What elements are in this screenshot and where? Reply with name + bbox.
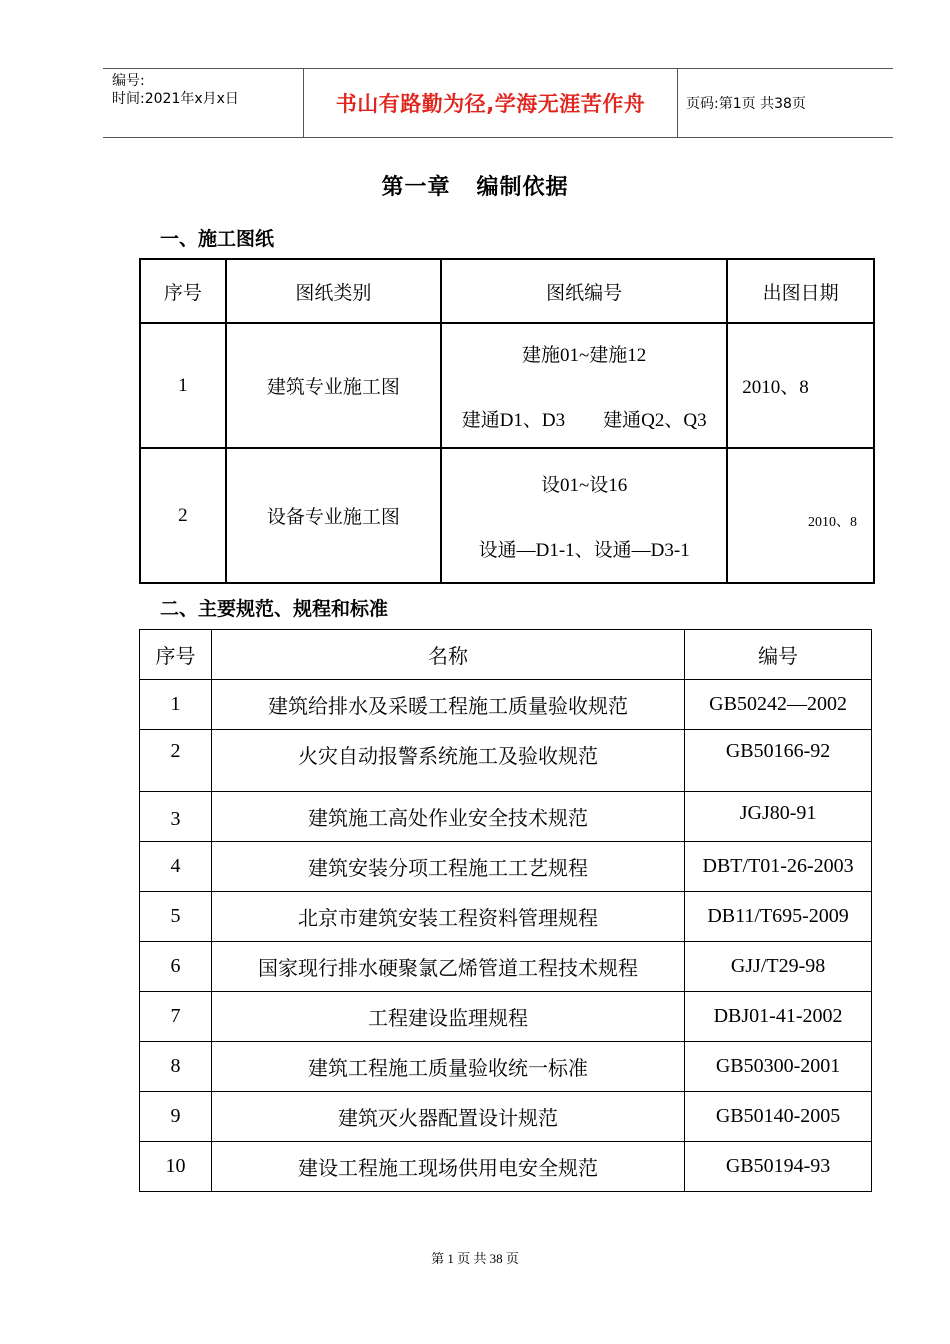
chapter-title [0, 170, 950, 201]
row-no: 5 [140, 892, 212, 942]
chapter-name: 编制依据 [476, 175, 569, 200]
row-name: 建筑施工高处作业安全技术规范 [211, 792, 684, 842]
table-row [140, 323, 874, 448]
header-motto: 书山有路勤为径,学海无涯苦作舟 [335, 92, 646, 116]
table-row [140, 842, 872, 892]
row-code: DB11/T695-2009 [685, 892, 872, 942]
header-motto-cell [304, 69, 678, 137]
col-header-date: 出图日期 [727, 259, 874, 323]
header-page-cell [678, 69, 893, 137]
row-category: 设备专业施工图 [226, 448, 441, 583]
row-code [441, 323, 727, 448]
row-no: 2 [140, 448, 226, 583]
chapter-number: 第一章 [381, 175, 451, 200]
row-code-line2: 建通D1、D3 建通Q2、Q3 [461, 409, 707, 431]
doc-number-label: 编号: [112, 73, 145, 89]
table-row [140, 680, 872, 730]
col-header-no: 序号 [140, 630, 212, 680]
table-row [140, 792, 872, 842]
row-code: JGJ80-91 [685, 792, 872, 842]
page-footer: 第 1 页 共 38 页 [431, 1251, 519, 1266]
standards-table [139, 629, 872, 1192]
table-row [140, 942, 872, 992]
drawings-table [139, 258, 875, 584]
col-header-category: 图纸类别 [226, 259, 441, 323]
row-code [441, 448, 727, 583]
row-category: 建筑专业施工图 [226, 323, 441, 448]
section-title-drawings: 一、施工图纸 [160, 228, 275, 250]
row-name: 国家现行排水硬聚氯乙烯管道工程技术规程 [211, 942, 684, 992]
row-name: 火灾自动报警系统施工及验收规范 [211, 730, 684, 792]
header-meta-cell [103, 69, 304, 137]
table-row [140, 448, 874, 583]
col-header-code: 编号 [685, 630, 872, 680]
row-date: 2010、8 [727, 323, 874, 448]
row-code-line1: 设01~设16 [541, 474, 628, 496]
row-code: GB50166-92 [685, 730, 872, 792]
row-code: GB50242—2002 [685, 680, 872, 730]
row-name: 建筑灭火器配置设计规范 [211, 1092, 684, 1142]
row-no: 8 [140, 1042, 212, 1092]
table-row [140, 892, 872, 942]
col-header-no: 序号 [140, 259, 226, 323]
table-row [140, 1092, 872, 1142]
row-name: 建设工程施工现场供用电安全规范 [211, 1142, 684, 1192]
page-header [103, 68, 893, 138]
row-date: 2010、8 [727, 448, 874, 583]
row-no: 1 [140, 323, 226, 448]
row-name: 北京市建筑安装工程资料管理规程 [211, 892, 684, 942]
row-code-line1: 建施01~建施12 [522, 344, 647, 366]
col-header-name: 名称 [211, 630, 684, 680]
row-no: 1 [140, 680, 212, 730]
section-title-standards: 二、主要规范、规程和标准 [160, 598, 389, 620]
table-row [140, 1042, 872, 1092]
row-code: DBT/T01-26-2003 [685, 842, 872, 892]
row-code: GB50140-2005 [685, 1092, 872, 1142]
row-code: GB50194-93 [685, 1142, 872, 1192]
row-code: GJJ/T29-98 [685, 942, 872, 992]
table-header-row [140, 259, 874, 323]
row-no: 3 [140, 792, 212, 842]
row-no: 7 [140, 992, 212, 1042]
header-page-info: 页码:第1页 共38页 [686, 96, 806, 112]
row-code-line2: 设通—D1-1、设通—D3-1 [478, 539, 690, 561]
row-name: 建筑给排水及采暖工程施工质量验收规范 [211, 680, 684, 730]
doc-time-label: 时间:2021年x月x日 [112, 91, 239, 107]
row-name: 建筑安装分项工程施工工艺规程 [211, 842, 684, 892]
table-row [140, 992, 872, 1042]
table-row [140, 730, 872, 792]
row-no: 4 [140, 842, 212, 892]
table-row [140, 1142, 872, 1192]
row-no: 10 [140, 1142, 212, 1192]
row-code: GB50300-2001 [685, 1042, 872, 1092]
row-code: DBJ01-41-2002 [685, 992, 872, 1042]
row-name: 工程建设监理规程 [211, 992, 684, 1042]
row-no: 2 [140, 730, 212, 792]
row-no: 6 [140, 942, 212, 992]
row-no: 9 [140, 1092, 212, 1142]
row-name: 建筑工程施工质量验收统一标准 [211, 1042, 684, 1092]
col-header-code: 图纸编号 [441, 259, 727, 323]
table-header-row [140, 630, 872, 680]
